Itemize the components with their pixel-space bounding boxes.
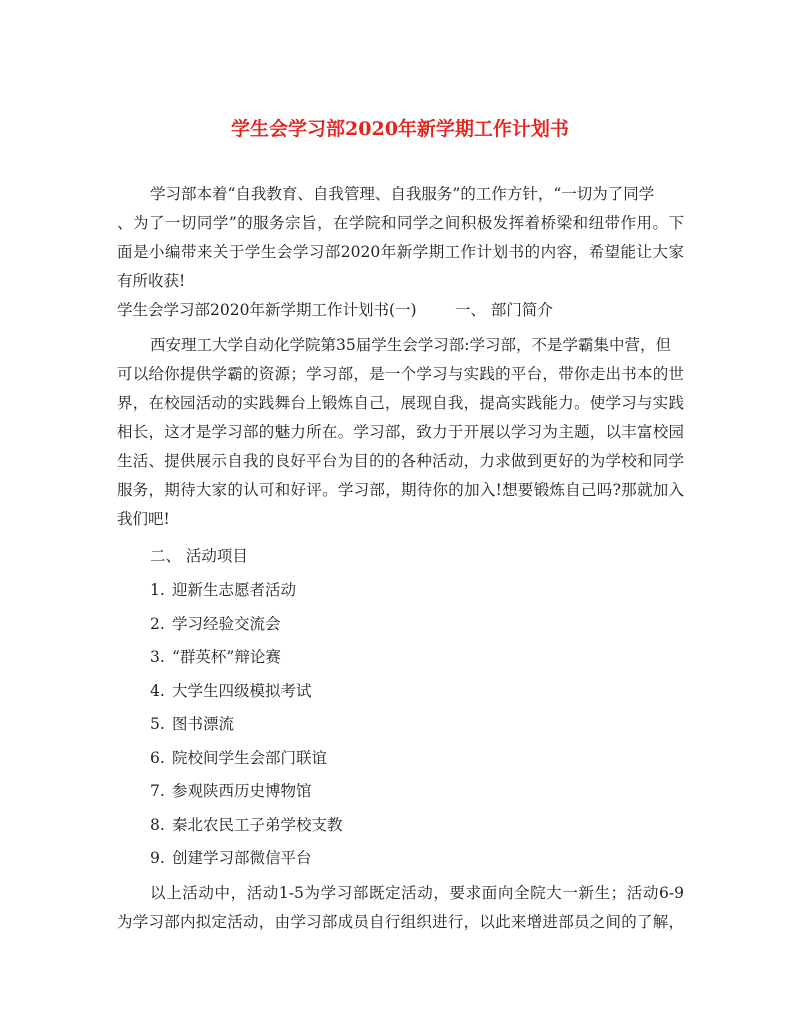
list-item [150, 815, 343, 835]
closing-line-2: 为学习部内拟定活动，由学习部成员自行组织进行，以此来增进部员之间的了解， [117, 913, 684, 931]
list-item-text: 秦北农民工子弟学校支教 [172, 816, 343, 834]
list-item-number: 1. [150, 581, 165, 599]
section1-heading: 一、 部门简介 [455, 301, 553, 319]
list-item [150, 580, 296, 600]
list-item-text: 迎新生志愿者活动 [172, 581, 297, 599]
list-item-number: 8. [150, 816, 165, 834]
intro-line-2: 、为了一切同学”的服务宗旨，在学院和同学之间积极发挥着桥梁和纽带作用。下 [117, 214, 684, 232]
list-item [150, 748, 327, 768]
list-item [150, 681, 312, 701]
intro-line-1: 学习部本着“自我教育、自我管理、自我服务”的工作方针，“一切为了同学 [150, 185, 655, 203]
section1-line-7: 我们吧! [117, 510, 170, 528]
list-item [150, 848, 312, 868]
plan-subtitle: 学生会学习部2020年新学期工作计划书(一) [117, 301, 417, 319]
list-item [150, 781, 312, 801]
list-item-text: “群英杯”辩论赛 [172, 648, 281, 666]
list-item-text: 参观陕西历史博物馆 [172, 782, 312, 800]
list-item-text: 创建学习部微信平台 [172, 849, 312, 867]
list-item-text: 学习经验交流会 [172, 615, 281, 633]
list-item-number: 5. [150, 715, 165, 733]
intro-line-3: 面是小编带来关于学生会学习部2020年新学期工作计划书的内容，希望能让大家 [117, 243, 684, 261]
section1-line-5: 生活、提供展示自我的良好平台为目的的各种活动，力求做到更好的为学校和同学 [117, 452, 684, 470]
list-item-number: 4. [150, 682, 165, 700]
section1-line-3: 界，在校园活动的实践舞台上锻炼自己，展现自我，提高实践能力。使学习与实践 [117, 394, 684, 412]
list-item-number: 7. [150, 782, 165, 800]
section1-line-1: 西安理工大学自动化学院第35届学生会学习部:学习部，不是学霸集中营，但 [150, 336, 671, 354]
list-item-text: 图书漂流 [172, 715, 235, 733]
section1-line-2: 可以给你提供学霸的资源；学习部，是一个学习与实践的平台，带你走出书本的世 [117, 365, 684, 383]
list-item-number: 3. [150, 648, 165, 666]
intro-line-4: 有所收获! [117, 272, 186, 290]
list-item [150, 614, 281, 634]
list-item-text: 院校间学生会部门联谊 [172, 749, 328, 767]
closing-line-1: 以上活动中，活动1-5为学习部既定活动，要求面向全院大一新生；活动6-9 [150, 884, 684, 902]
section2-heading: 二、 活动项目 [150, 547, 248, 565]
list-item-text: 大学生四级模拟考试 [172, 682, 312, 700]
list-item-number: 9. [150, 849, 165, 867]
list-item-number: 2. [150, 615, 165, 633]
list-item [150, 647, 281, 667]
list-item [150, 714, 234, 734]
list-item-number: 6. [150, 749, 165, 767]
section1-line-4: 相长，这才是学习部的魅力所在。学习部，致力于开展以学习为主题，以丰富校园 [117, 423, 684, 441]
document-title: 学生会学习部2020年新学期工作计划书 [231, 118, 569, 140]
section1-line-6: 服务，期待大家的认可和好评。学习部，期待你的加入!想要锻炼自己吗?那就加入 [117, 481, 684, 499]
